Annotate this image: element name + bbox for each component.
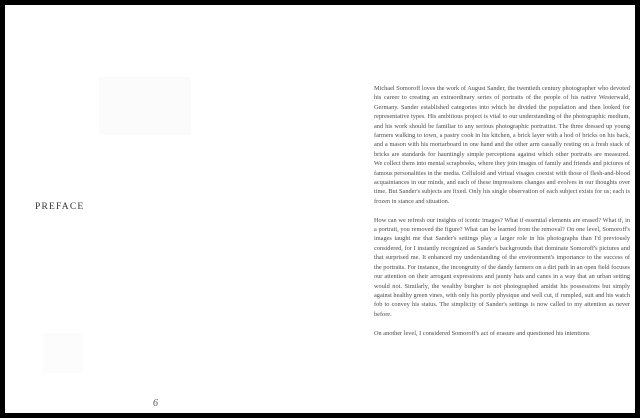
section-title: PREFACE	[35, 202, 85, 212]
book-spread	[5, 5, 635, 413]
paragraph-1: Michael Somoroff loves the work of August Sander, the twentieth century photographer who devoted his career to creating an extraordinary series of portraits of the people of his native Westerwald, Germany. Sander established categories into which he divided the population and then looked for representative types. His ambitious project is vital to our understanding of the photographic medium, and his work should be familiar to any serious photographic portraitist. The three dressed up young farmers walking to town, a pastry cook in his kitchen, a brick layer with a hod of bricks on his back, and a mason with his mortarboard in one hand and the other arm casually resting on a fresh stack of bricks are standards for hauntingly simple perceptions against which other portraits are measured. We collect them into mental scrapbooks, where they join images of family and friends and pictures of famous personalities in the media. Celluloid and virtual visages coexist with those of flesh-and-blood acquaintances in our minds, and each of these impressions changes and evolves in our thoughts over time. But Sander's subjects are fixed. Only his single observation of each subject exists for us; each is frozen in stance and situation.	[374, 85, 631, 205]
paragraph-2: How can we refresh our insights of iconic images? What if essential elements are erased? What if, in a portrait, you removed the figure? What can be learned from the removal? On one level, Somoroff's images taught me that Sander's settings play a larger role in his photographs than I'd previously considered, for I instantly recognized as Sander's backgrounds that dominate Somoroff's pictures and that surprised me. It enhanced my understanding of the environment's importance to the success of the portraits. For instance, the incongruity of the dandy farmers on a dirt path in an open field focuses our attention on their arrogant expressions and jaunty hats and canes in a way that an urban setting would not. Similarly, the wealthy burgher is not photographed amidst his possessions but simply against healthy green vines, with only his portly physique and well cut, if rumpled, suit and his watch fob to convey his status. The simplicity of Sander's settings is now called to my attention as never before.	[374, 216, 631, 318]
paragraph-3: On another level, I considered Somoroff's act of erasure and questioned his intentions	[374, 329, 590, 337]
right-page	[320, 5, 635, 413]
page-number: 6	[153, 398, 158, 409]
faint-image-ghost-lower	[43, 333, 83, 373]
faint-image-ghost	[99, 77, 191, 135]
body-text	[374, 84, 630, 347]
left-page	[5, 5, 320, 413]
